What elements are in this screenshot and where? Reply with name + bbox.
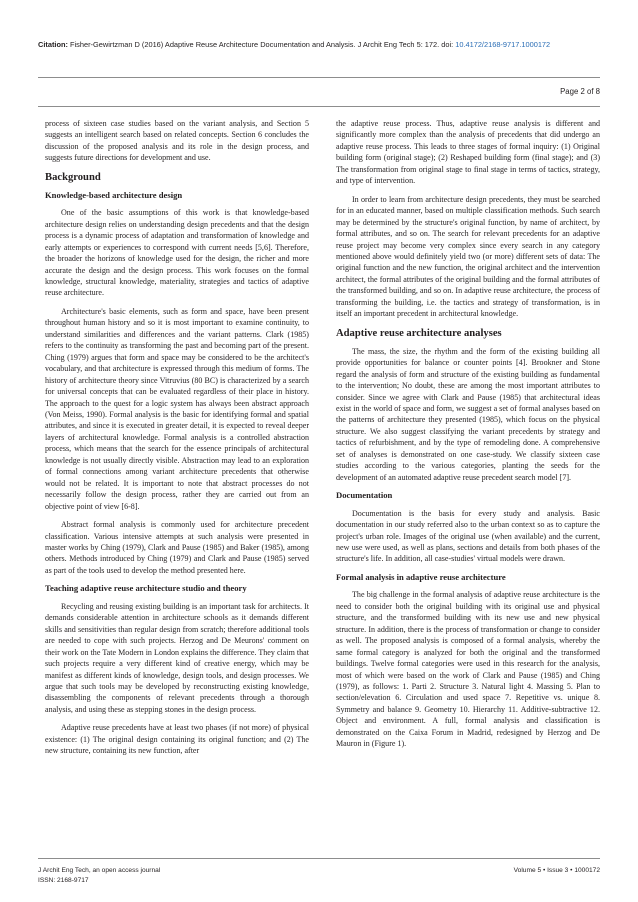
citation-line — [38, 40, 608, 50]
footer-journal-info — [38, 866, 160, 886]
paragraph: The big challenge in the formal analysis of adaptive reuse architecture is the need to consider both the original building with its original use and physical structure, and the transformed building with its new use and new physical structure. In addition, there is the process of transformation or change to consider as well. The proposed analysis is composed of a formal analysis, whereby the same formal category is analyzed for both the original and the transformed buildings. Twelve formal categories were used in this research for the analysis, most of which were based on the work of Clark and Pause (1985) and Ching (1979), as follows: 1. Parti 2. Structure 3. Natural light 4. Massing 5. Plan to section/elevation 6. Circulation and used space 7. Repetitive vs. unique 8. Symmetry and balance 9. Geometry 10. Hierarchy 11. Additive-subtractive 12. Object and environment. A full, formal analysis and classification is demonstrated on the Caixa Forum in Madrid, redesigned by Herzog and De Mauron in (Figure 1). — [336, 590, 600, 749]
left-column — [45, 118, 309, 764]
issn: ISSN: 2168-9717 — [38, 877, 89, 884]
page-number-divider — [38, 106, 600, 107]
paragraph: Architecture's basic elements, such as form and space, have been present throughout human history and so it is most important to examine continuity, to understand similarities and differences and the variant patterns. Clark (1985) refers to the continuity as transforming the past and becoming part of the present. Ching (1979) argues that form and space may be considered to be the architect's vocabulary, and that architecture is expressed through this medium of forms. The history of architecture theory since Vitruvius (80 BC) is characterized by a search for universal concepts that can be evaluated regardless of their place in history. The approach to the quest for a logic system has always been abstract approach (Von Meiss, 1990). Formal analysis is the basic for identifying formal and spatial attributes, and since it is executed in greater detail, it is expected to reveal deeper layers of architectural knowledge. Formal analysis is a controlled abstraction process, which means that the search for the essence principals of architectural knowledge is not usually directly visible. Abstraction may lead to an exploration of formal connections among variant architecture precedents that otherwise would not be related. It is important to note that abstract processes do not necessarily follow the design process, rather they are carried out from an objective point of view [6-8]. — [45, 306, 309, 511]
paragraph: Documentation is the basis for every study and analysis. Basic documentation in our study referred also to the urban context so as to capture the project's urban role. Images of the original use (when available) and the current, new use were used, as well as plans, sections and details from both phases of the structure's life. In addition, all case-studies' virtual models were drawn. — [336, 508, 600, 564]
paragraph: In order to learn from architecture design precedents, they must be searched for in an educated manner, based on multiple classification methods. Such search may be determined by the structure's original function, by name of architect, by formal attributes, and so on. The search for relevant precedents for an adaptive reuse project may become very complex since every search in any category mentioned above would definitely yield two (or more) different sets of data: The original function and the new function, the original architect and the intervention architect, the formal attributes of the original building and the formal attributes of the transformed building, and so on. In adaptive reuse architecture, the process of transforming the building, i.e. the tactics and strategy of transformation, is in itself an important precedent in architectural knowledge. — [336, 194, 600, 319]
header-divider — [38, 77, 600, 78]
citation-text: Fisher-Gewirtzman D (2016) Adaptive Reuse Architecture Documentation and Analysis. J Archit Eng Tech 5: 172. doi: — [67, 40, 456, 49]
right-column — [336, 118, 600, 757]
paragraph: The mass, the size, the rhythm and the form of the existing building all provide opportunities for balance or counter points [4]. Brookner and Stone regard the analysis of form and structure of the existing building as fundamental to the intervention; No doubt, these are among the most important attributes to consider. Since we agree with Clark and Pause (1985) that architectural ideas exist in the world of space and form, we suggest a set of formal analyses based on the patterns of architecture they presented (1985), which focus on the physical structure. We also suggest classifying the variant precedents by strategy and tactics of refurbishment, and by the type of remodeling done. A comprehensive set of analyses is demonstrated on one case-study. We classify sixteen case studies according to the various categories, planting the seeds for the development of an automated adaptive reuse precedent search model [7]. — [336, 346, 600, 482]
subsection-heading-knowledge: Knowledge-based architecture design — [45, 189, 183, 200]
page-number: Page 2 of 8 — [560, 87, 600, 96]
subsection-heading-documentation: Documentation — [336, 490, 393, 501]
footer-volume-info — [514, 866, 600, 876]
footer-divider — [38, 858, 600, 859]
citation-label: Citation: — [38, 40, 68, 49]
paragraph: One of the basic assumptions of this work is that knowledge-based architecture design relies on understanding design precedents and that the design process is a dynamic process of adaptation and transformation of knowledge and early attempts or experiences to correspond with current needs [5,6]. Therefore, the broader the horizons of knowledge used for the design, the richer and more accurate the design and the design process. This work focuses on the formal knowledge, structural knowledge, materiality, strategies and tactics of adaptive reuse architecture. — [45, 208, 309, 298]
section-heading-analyses: Adaptive reuse architecture analyses — [336, 327, 502, 339]
paragraph: the adaptive reuse process. Thus, adaptive reuse analysis is different and significantly more complex than the analysis of precedents that did undergo an adaptive reuse process. This leads to three stages of formal inquiry: (1) Original building form (original stage); (2) Reshaped building form (final stage); and (3) The transformation from original stage to final stage in terms of tactics, strategy, and type of intervention. — [336, 119, 600, 186]
volume-issue: Volume 5 • Issue 3 • 1000172 — [513, 867, 600, 874]
subsection-heading-teaching: Teaching adaptive reuse architecture studio and theory — [45, 583, 247, 594]
section-heading-background: Background — [45, 171, 101, 183]
journal-name: J Archit Eng Tech, an open access journal — [38, 867, 161, 874]
paragraph: Recycling and reusing existing building is an important task for architects. It demands considerable attention in architecture schools as it demands different skills and sensitivities than regular design from scratch; therefore additional tools are needed to cope with such projects. Herzog and De Meurons' comment on their work on the Tate Modern in London explains the difference. They claim that such projects require a very different kind of creative energy, which may be manifest as different kinds of knowledge, design tools, and design processes. We argue that such tools may be developed by reconstructing existing knowledge, disassembling the components of relevant precedents through a thorough analysis, and using these as stepping stones in the design process. — [45, 601, 309, 714]
paragraph: Adaptive reuse precedents have at least two phases (if not more) of physical existence: (1) The original design containing its original function; and (2) The new structure, containing its new function, after — [45, 723, 309, 756]
doi-link[interactable]: 10.4172/2168-9717.1000172 — [455, 40, 551, 49]
paragraph: Abstract formal analysis is commonly used for architecture precedent classification. Various intensive attempts at such analysis were presented in master works by Ching (1979), Clark and Pause (1985) and Baker (1985), among others. Methods introduced by Ching (1979) and Clark and Pause (1985) served as part of the tools used to develop the method presented here. — [45, 520, 309, 575]
subsection-heading-formal-analysis: Formal analysis in adaptive reuse architecture — [336, 571, 506, 582]
paragraph: process of sixteen case studies based on the variant analysis, and Section 5 suggests an intelligent search based on related concepts. Section 6 concludes the discussion of the proposed analysis and its role in the design process, and suggests future directions for development and use. — [45, 119, 309, 163]
